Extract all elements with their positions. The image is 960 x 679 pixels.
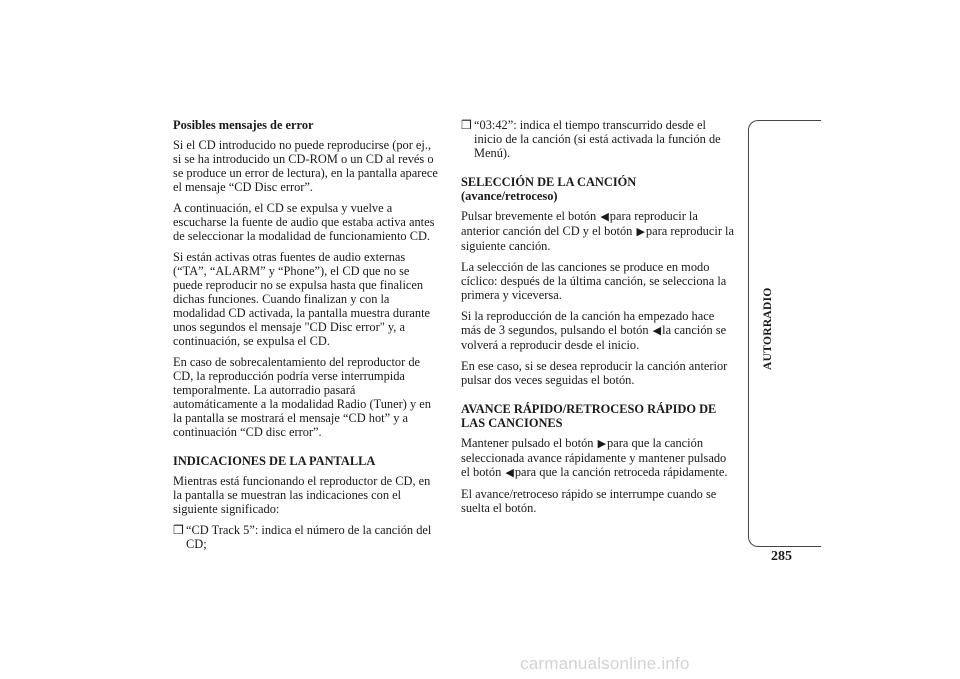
heading-track-subtitle: (avance/retroceso) bbox=[461, 189, 558, 203]
section-tab-frame bbox=[748, 120, 821, 547]
heading-track-title: SELECCIÓN DE LA CANCIÓN bbox=[461, 175, 637, 189]
arrow-left-icon: ◀ bbox=[505, 467, 514, 479]
paragraph: Mientras está funcionando el reproductor de CD, en la pantalla se muestran las indicaciones con el siguiente significado: bbox=[173, 474, 431, 516]
arrow-left-icon: ◀ bbox=[600, 211, 609, 223]
arrow-left-icon: ◀ bbox=[652, 325, 662, 337]
arrow-right-icon: ▶ bbox=[636, 226, 645, 238]
text-run: Mantener pulsado el botón bbox=[461, 436, 597, 450]
right-column bbox=[461, 118, 737, 522]
text-run: para que la canción seleccionada avance rápidamente y mantener pulsado el botón bbox=[461, 436, 727, 479]
paragraph: Si el CD introducido no puede reproducirse (por ej., si se ha introducido un CD-ROM o un CD al revés o se produce un error de lectura), en la pantalla aparece el mensaje “CD Disc error”. bbox=[173, 138, 438, 194]
text-run: para que la canción retroceda rápidamente. bbox=[514, 465, 728, 479]
heading-fast-forward: AVANCE RÁPIDO/RETROCESO RÁPIDO DE LAS CANCIONES bbox=[461, 402, 717, 430]
paragraph: Si están activas otras fuentes de audio externas (“TA”, “ALARM” y “Phone”), el CD que no se puede reproducir no se expulsa hasta que finalicen dichas funciones. Cuando finalizan y con la modalidad CD activada, la pantalla muestra durante unos segundos el mensaje "CD Disc error" y, a continuación, se expulsa el CD. bbox=[173, 250, 431, 348]
left-column bbox=[173, 118, 441, 558]
page-number: 285 bbox=[771, 549, 792, 564]
paragraph: A continuación, el CD se expulsa y vuelve a escucharse la fuente de audio que estaba activa antes de seleccionar la modalidad de funcionamiento CD. bbox=[173, 201, 435, 243]
text-run: para reproducir la siguiente canción. bbox=[461, 224, 734, 253]
list-item-text: “03:42”: indica el tiempo transcurrido desde el inicio de la canción (si está activada la función de Menú). bbox=[474, 118, 721, 160]
list-item bbox=[173, 523, 441, 551]
heading-track-selection bbox=[461, 175, 737, 203]
watermark: carmanualsonline.info bbox=[520, 654, 690, 673]
paragraph: El avance/retroceso rápido se interrumpe cuando se suelta el botón. bbox=[461, 487, 717, 515]
section-label: AUTORRADIO bbox=[762, 287, 774, 370]
checkbox-bullet-icon: ❒ bbox=[461, 118, 472, 132]
text-run: para reproducir la anterior canción del CD y el botón bbox=[461, 209, 698, 238]
text-run: Si la reproducción de la canción ha empezado hace más de 3 segundos, pulsando el botón bbox=[461, 309, 715, 337]
paragraph bbox=[461, 436, 737, 480]
list-item bbox=[461, 118, 737, 160]
arrow-right-icon: ▶ bbox=[597, 438, 607, 450]
heading-display-indications: INDICACIONES DE LA PANTALLA bbox=[173, 454, 376, 468]
text-run: Pulsar brevemente el botón bbox=[461, 209, 600, 223]
paragraph bbox=[461, 309, 737, 352]
checkbox-bullet-icon: ❒ bbox=[173, 523, 184, 537]
list-item-text: “CD Track 5”: indica el número de la canción del CD; bbox=[186, 523, 432, 551]
text-run: la canción se volverá a reproducir desde el inicio. bbox=[461, 323, 727, 352]
heading-error-messages: Posibles mensajes de error bbox=[173, 118, 314, 132]
paragraph bbox=[461, 209, 737, 253]
paragraph: En caso de sobrecalentamiento del reproductor de CD, la reproducción podría verse interrumpida temporalmente. La autorradio pasará automáticamente a la modalidad Radio (Tuner) y en la pantalla se mostrará el mensaje “CD hot” y a continuación “CD disc error”. bbox=[173, 355, 431, 439]
paragraph: La selección de las canciones se produce en modo cíclico: después de la última canción, se selecciona la primera y viceversa. bbox=[461, 260, 727, 302]
paragraph: En ese caso, si se desea reproducir la canción anterior pulsar dos veces seguidas el botón. bbox=[461, 359, 728, 387]
